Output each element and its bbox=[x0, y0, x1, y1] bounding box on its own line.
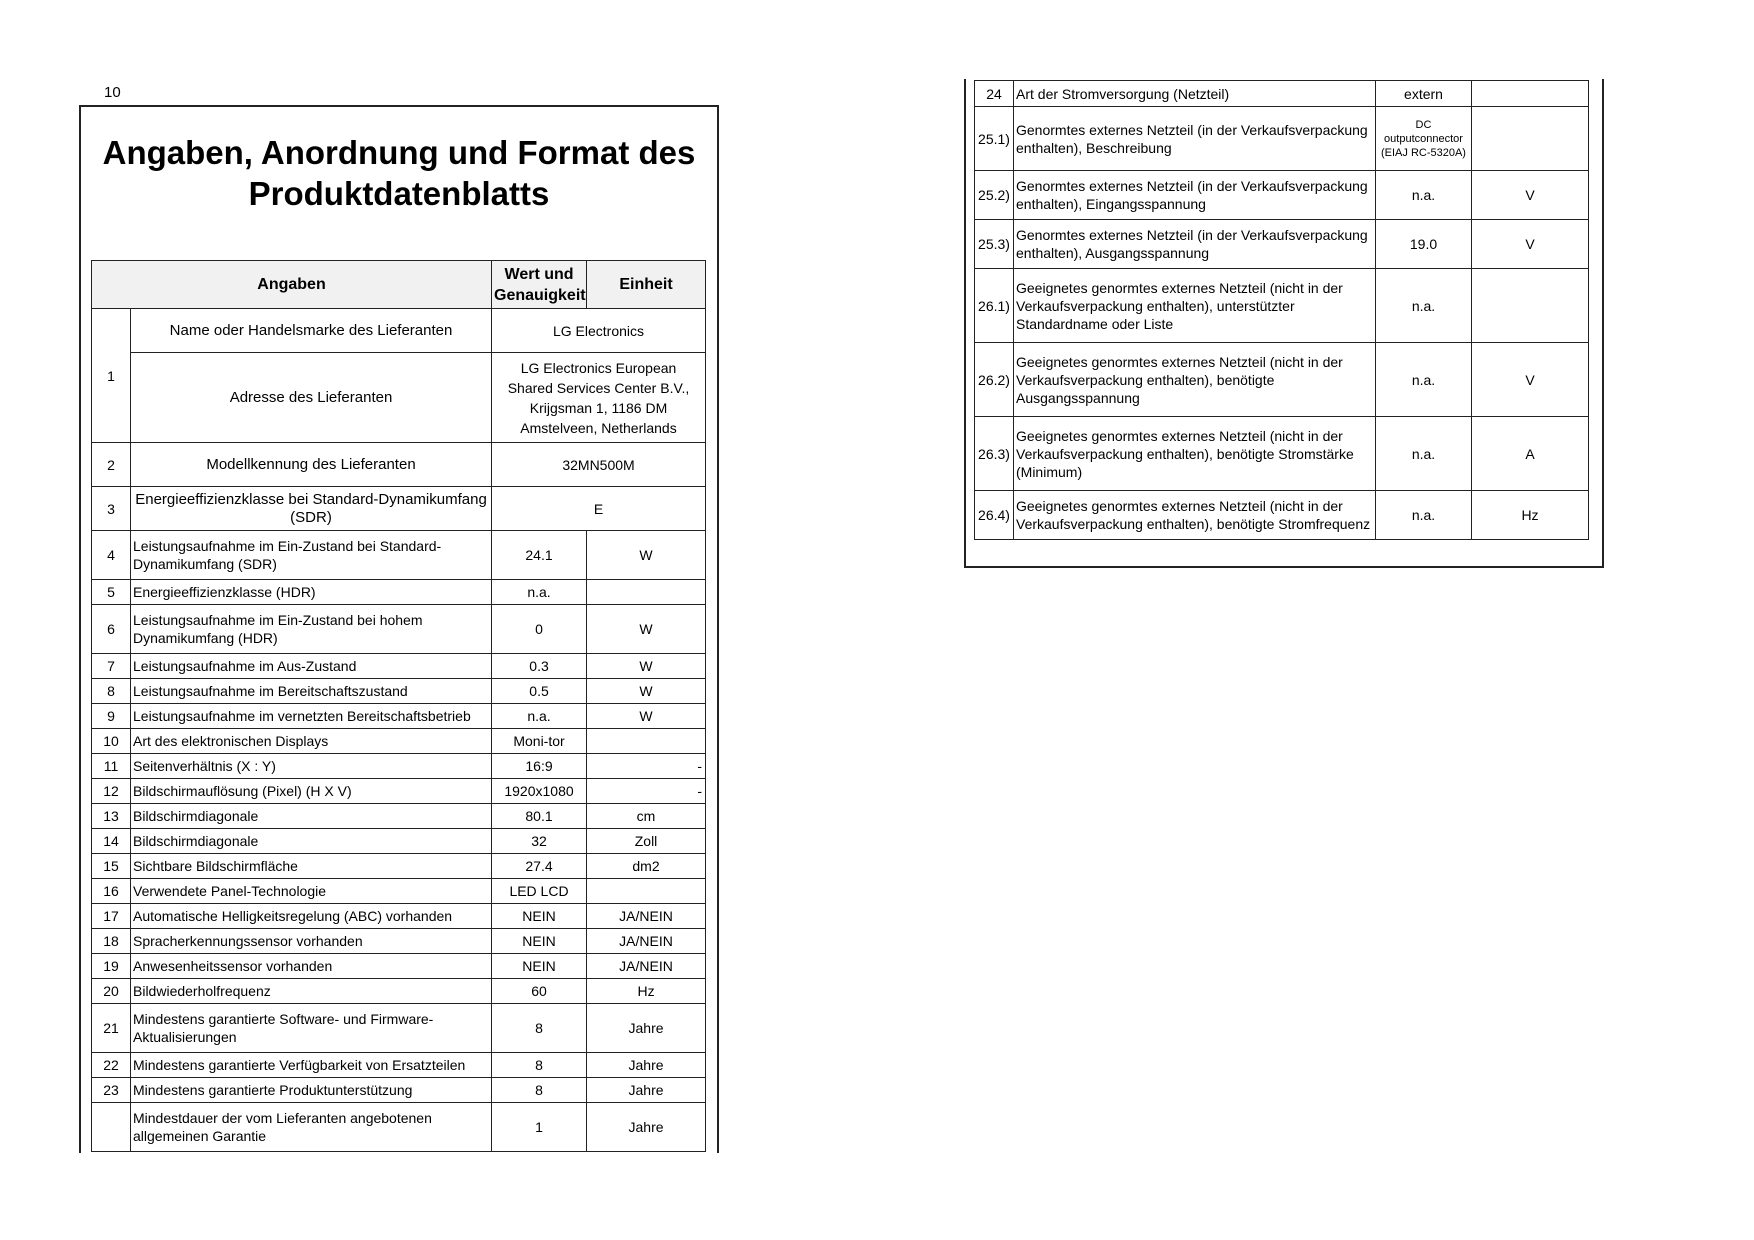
row-value: LG Electronics bbox=[492, 309, 706, 353]
row-value: 32 bbox=[492, 829, 587, 854]
row-label: Leistungsaufnahme im Ein-Zustand bei hohem Dynamikumfang (HDR) bbox=[131, 605, 492, 654]
row-label: Verwendete Panel-Technologie bbox=[131, 879, 492, 904]
row-label: Modellkennung des Lieferanten bbox=[131, 443, 492, 487]
row-label: Genormtes externes Netzteil (in der Verkaufsverpackung enthalten), Eingangsspannung bbox=[1014, 171, 1376, 220]
table-row bbox=[92, 879, 706, 904]
row-unit: - bbox=[587, 754, 706, 779]
row-number: 25.3) bbox=[975, 220, 1014, 269]
row-number: 23 bbox=[92, 1078, 131, 1103]
row-value: n.a. bbox=[492, 704, 587, 729]
row-unit: JA/NEIN bbox=[587, 954, 706, 979]
table-row bbox=[92, 979, 706, 1004]
row-value: extern bbox=[1376, 81, 1472, 107]
row-label: Leistungsaufnahme im vernetzten Bereitschaftsbetrieb bbox=[131, 704, 492, 729]
row-label: Leistungsaufnahme im Aus-Zustand bbox=[131, 654, 492, 679]
row-label: Automatische Helligkeitsregelung (ABC) vorhanden bbox=[131, 904, 492, 929]
row-unit: A bbox=[1472, 417, 1589, 491]
row-label: Bildschirmdiagonale bbox=[131, 829, 492, 854]
row-value: NEIN bbox=[492, 929, 587, 954]
row-value: 8 bbox=[492, 1078, 587, 1103]
row-label: Energieeffizienzklasse bei Standard-Dynamikumfang (SDR) bbox=[131, 487, 492, 531]
row-number: 26.3) bbox=[975, 417, 1014, 491]
row-unit: cm bbox=[587, 804, 706, 829]
table-row bbox=[92, 1103, 706, 1152]
row-label: Art der Stromversorgung (Netzteil) bbox=[1014, 81, 1376, 107]
row-value: 32MN500M bbox=[492, 443, 706, 487]
row-unit: V bbox=[1472, 343, 1589, 417]
row-number: 14 bbox=[92, 829, 131, 854]
row-number: 26.4) bbox=[975, 491, 1014, 540]
row-unit: W bbox=[587, 654, 706, 679]
row-unit: V bbox=[1472, 171, 1589, 220]
row-number: 8 bbox=[92, 679, 131, 704]
row-value: n.a. bbox=[1376, 171, 1472, 220]
table-row bbox=[975, 81, 1589, 107]
row-unit: JA/NEIN bbox=[587, 904, 706, 929]
row-value: LED LCD bbox=[492, 879, 587, 904]
table-row bbox=[975, 220, 1589, 269]
row-number: 24 bbox=[975, 81, 1014, 107]
row-number: 22 bbox=[92, 1053, 131, 1078]
row-unit: W bbox=[587, 605, 706, 654]
table-row bbox=[92, 443, 706, 487]
row-value: 0.3 bbox=[492, 654, 587, 679]
table-row bbox=[92, 729, 706, 754]
row-unit: V bbox=[1472, 220, 1589, 269]
table-row bbox=[975, 269, 1589, 343]
row-label: Spracherkennungssensor vorhanden bbox=[131, 929, 492, 954]
row-value: 8 bbox=[492, 1004, 587, 1053]
row-unit: - bbox=[587, 779, 706, 804]
table-row bbox=[92, 353, 706, 443]
row-value: 16:9 bbox=[492, 754, 587, 779]
table-row bbox=[92, 1078, 706, 1103]
row-number: 17 bbox=[92, 904, 131, 929]
row-label: Art des elektronischen Displays bbox=[131, 729, 492, 754]
row-value: 8 bbox=[492, 1053, 587, 1078]
product-data-table bbox=[91, 260, 706, 1152]
row-value: 27.4 bbox=[492, 854, 587, 879]
table-row bbox=[975, 171, 1589, 220]
row-label: Geeignetes genormtes externes Netzteil (nicht in der Verkaufsverpackung enthalten), benötigte Stromfrequenz bbox=[1014, 491, 1376, 540]
row-value: Moni-tor bbox=[492, 729, 587, 754]
row-label: Genormtes externes Netzteil (in der Verkaufsverpackung enthalten), Ausgangsspannung bbox=[1014, 220, 1376, 269]
table-row bbox=[92, 1053, 706, 1078]
row-number: 9 bbox=[92, 704, 131, 729]
row-value: 1920x1080 bbox=[492, 779, 587, 804]
table-row bbox=[92, 829, 706, 854]
row-label: Adresse des Lieferanten bbox=[131, 353, 492, 443]
row-label: Seitenverhältnis (X : Y) bbox=[131, 754, 492, 779]
table-row bbox=[92, 679, 706, 704]
row-label: Energieeffizienzklasse (HDR) bbox=[131, 580, 492, 605]
row-label: Geeignetes genormtes externes Netzteil (nicht in der Verkaufsverpackung enthalten), unterstützter Standardname oder Liste bbox=[1014, 269, 1376, 343]
row-value: NEIN bbox=[492, 954, 587, 979]
row-value: 60 bbox=[492, 979, 587, 1004]
row-unit: Jahre bbox=[587, 1078, 706, 1103]
row-unit: Hz bbox=[1472, 491, 1589, 540]
row-label: Bildschirmauflösung (Pixel) (H X V) bbox=[131, 779, 492, 804]
row-value: 1 bbox=[492, 1103, 587, 1152]
row-label: Anwesenheitssensor vorhanden bbox=[131, 954, 492, 979]
row-value: 24.1 bbox=[492, 531, 587, 580]
table-row bbox=[92, 654, 706, 679]
document-title bbox=[79, 132, 719, 214]
row-value: 0 bbox=[492, 605, 587, 654]
row-value: NEIN bbox=[492, 904, 587, 929]
row-unit bbox=[587, 580, 706, 605]
row-number: 2 bbox=[92, 443, 131, 487]
row-number: 1 bbox=[92, 309, 131, 443]
row-number: 21 bbox=[92, 1004, 131, 1053]
row-label: Bildschirmdiagonale bbox=[131, 804, 492, 829]
row-label: Mindestdauer der vom Lieferanten angebotenen allgemeinen Garantie bbox=[131, 1103, 492, 1152]
row-value: n.a. bbox=[1376, 343, 1472, 417]
title-line-2: Produktdatenblatts bbox=[248, 175, 550, 212]
row-number: 16 bbox=[92, 879, 131, 904]
row-value: 80.1 bbox=[492, 804, 587, 829]
row-value: DC outputconnector (EIAJ RC-5320A) bbox=[1376, 107, 1472, 171]
header-wert: Wert und Genauigkeit bbox=[492, 261, 587, 309]
table-header-row bbox=[92, 261, 706, 309]
row-number: 4 bbox=[92, 531, 131, 580]
table-row bbox=[975, 343, 1589, 417]
table-row bbox=[92, 704, 706, 729]
table-row bbox=[92, 1004, 706, 1053]
table-row bbox=[92, 487, 706, 531]
row-number: 7 bbox=[92, 654, 131, 679]
row-label: Geeignetes genormtes externes Netzteil (nicht in der Verkaufsverpackung enthalten), benötigte Stromstärke (Minimum) bbox=[1014, 417, 1376, 491]
row-number: 3 bbox=[92, 487, 131, 531]
table-row bbox=[92, 929, 706, 954]
row-label: Leistungsaufnahme im Bereitschaftszustand bbox=[131, 679, 492, 704]
power-supply-table bbox=[974, 80, 1589, 540]
row-unit bbox=[1472, 107, 1589, 171]
table-row bbox=[975, 107, 1589, 171]
header-angaben: Angaben bbox=[92, 261, 492, 309]
row-number: 13 bbox=[92, 804, 131, 829]
table-row bbox=[92, 580, 706, 605]
row-value: n.a. bbox=[1376, 417, 1472, 491]
row-label: Mindestens garantierte Verfügbarkeit von Ersatzteilen bbox=[131, 1053, 492, 1078]
row-value: E bbox=[492, 487, 706, 531]
header-einheit: Einheit bbox=[587, 261, 706, 309]
table-row bbox=[92, 954, 706, 979]
row-unit bbox=[1472, 269, 1589, 343]
row-number: 11 bbox=[92, 754, 131, 779]
row-unit: W bbox=[587, 531, 706, 580]
row-unit: Hz bbox=[587, 979, 706, 1004]
row-label: Name oder Handelsmarke des Lieferanten bbox=[131, 309, 492, 353]
row-unit: Zoll bbox=[587, 829, 706, 854]
row-unit: JA/NEIN bbox=[587, 929, 706, 954]
table-row bbox=[92, 531, 706, 580]
row-number: 25.1) bbox=[975, 107, 1014, 171]
row-label: Leistungsaufnahme im Ein-Zustand bei Standard-Dynamikumfang (SDR) bbox=[131, 531, 492, 580]
table-row bbox=[92, 754, 706, 779]
table-row bbox=[975, 417, 1589, 491]
table-row bbox=[92, 309, 706, 353]
row-value: LG Electronics European Shared Services Center B.V., Krijgsman 1, 1186 DM Amstelveen, Netherlands bbox=[492, 353, 706, 443]
row-number: 26.2) bbox=[975, 343, 1014, 417]
table-row bbox=[92, 605, 706, 654]
row-value: n.a. bbox=[492, 580, 587, 605]
row-number: 25.2) bbox=[975, 171, 1014, 220]
row-unit: Jahre bbox=[587, 1053, 706, 1078]
table-row bbox=[92, 904, 706, 929]
row-number: 12 bbox=[92, 779, 131, 804]
row-label: Geeignetes genormtes externes Netzteil (nicht in der Verkaufsverpackung enthalten), benötigte Ausgangsspannung bbox=[1014, 343, 1376, 417]
row-number bbox=[92, 1103, 131, 1152]
row-number: 18 bbox=[92, 929, 131, 954]
row-value: n.a. bbox=[1376, 269, 1472, 343]
row-unit: W bbox=[587, 679, 706, 704]
row-number: 26.1) bbox=[975, 269, 1014, 343]
row-number: 6 bbox=[92, 605, 131, 654]
row-value: 19.0 bbox=[1376, 220, 1472, 269]
table-row bbox=[975, 491, 1589, 540]
row-unit: dm2 bbox=[587, 854, 706, 879]
row-number: 15 bbox=[92, 854, 131, 879]
row-unit bbox=[587, 729, 706, 754]
row-number: 5 bbox=[92, 580, 131, 605]
row-value: n.a. bbox=[1376, 491, 1472, 540]
row-value: 0.5 bbox=[492, 679, 587, 704]
title-line-1: Angaben, Anordnung und Format des bbox=[102, 134, 696, 171]
row-number: 20 bbox=[92, 979, 131, 1004]
row-unit: W bbox=[587, 704, 706, 729]
row-label: Mindestens garantierte Produktunterstützung bbox=[131, 1078, 492, 1103]
row-number: 19 bbox=[92, 954, 131, 979]
row-label: Genormtes externes Netzteil (in der Verkaufsverpackung enthalten), Beschreibung bbox=[1014, 107, 1376, 171]
row-number: 10 bbox=[92, 729, 131, 754]
row-label: Mindestens garantierte Software- und Firmware-Aktualisierungen bbox=[131, 1004, 492, 1053]
row-label: Sichtbare Bildschirmfläche bbox=[131, 854, 492, 879]
table-row bbox=[92, 779, 706, 804]
page-number: 10 bbox=[104, 84, 121, 101]
row-unit: Jahre bbox=[587, 1103, 706, 1152]
row-unit bbox=[1472, 81, 1589, 107]
row-unit: Jahre bbox=[587, 1004, 706, 1053]
table-row bbox=[92, 804, 706, 829]
row-label: Bildwiederholfrequenz bbox=[131, 979, 492, 1004]
table-row bbox=[92, 854, 706, 879]
row-unit bbox=[587, 879, 706, 904]
